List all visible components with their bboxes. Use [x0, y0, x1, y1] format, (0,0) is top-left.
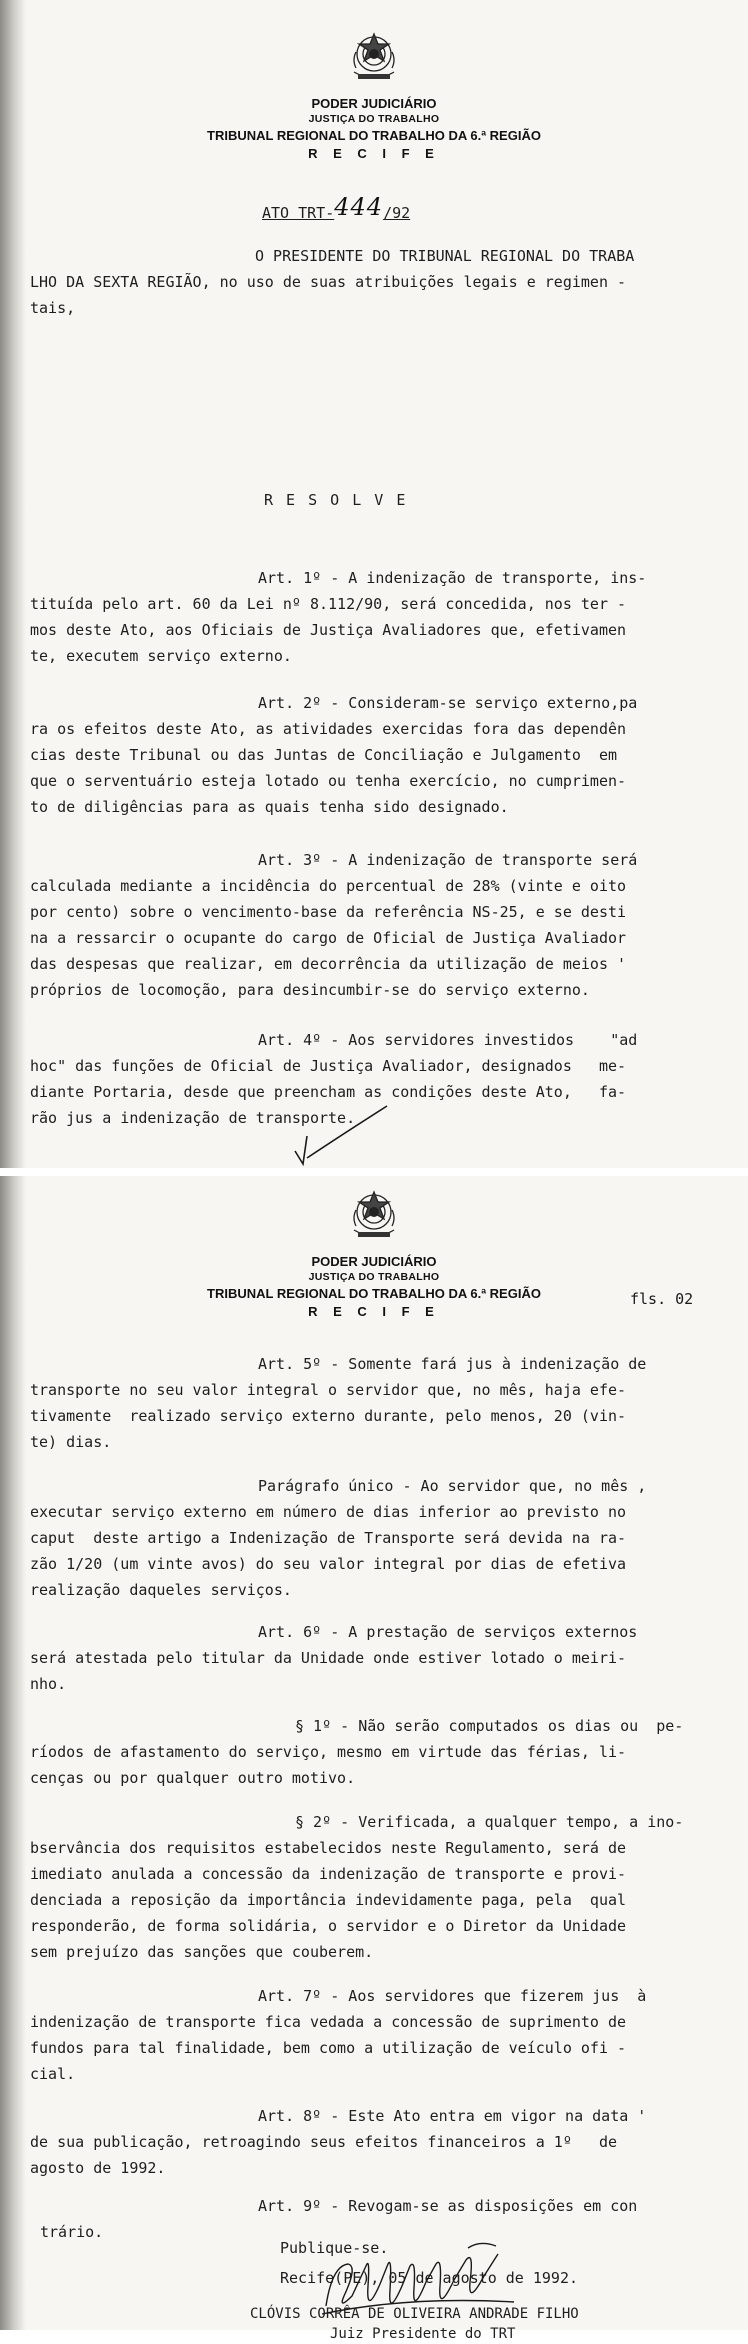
header-poder: PODER JUDICIÁRIO	[311, 96, 437, 111]
place-date: Recife(PE), 05 de agosto de 1992.	[280, 2269, 579, 2287]
resolve-heading: R E S O L V E	[264, 491, 408, 509]
text-line: próprios de locomoção, para desincumbir-se do serviço externo.	[30, 981, 590, 999]
text-line: fundos para tal finalidade, bem como a utilização de veículo ofi -	[30, 2039, 627, 2057]
coat-of-arms-icon	[344, 30, 404, 86]
text-line: tituída pelo art. 60 da Lei nº 8.112/90, será concedida, nos ter -	[30, 595, 627, 613]
text-line: Art. 9º - Revogam-se as disposições em con	[258, 2197, 638, 2215]
text-line: que o serventuário esteja lotado ou tenha exercício, no cumprimen-	[30, 772, 627, 790]
text-line: das despesas que realizar, em decorrência da utilização de meios '	[30, 955, 627, 973]
text-line: cias deste Tribunal ou das Juntas de Conciliação e Julgamento em	[30, 746, 617, 764]
text-line: zão 1/20 (um vinte avos) do seu valor integral por dias de efetiva	[30, 1555, 627, 1573]
text-line: mos deste Ato, aos Oficiais de Justiça Avaliadores que, efetivamen	[30, 621, 627, 639]
header-poder: PODER JUDICIÁRIO	[311, 1254, 437, 1269]
scan-edge-shadow	[0, 0, 26, 1168]
text-line: agosto de 1992.	[30, 2159, 166, 2177]
text-line: tivamente realizado serviço externo durante, pelo menos, 20 (vin-	[30, 1407, 627, 1425]
text-line: trário.	[40, 2223, 104, 2241]
text-line: to de diligências para as quais tenha sido designado.	[30, 798, 509, 816]
header-justica: JUSTIÇA DO TRABALHO	[308, 1271, 440, 1283]
text-line: nho.	[30, 1675, 67, 1693]
text-line: diante Portaria, desde que preencham as condições deste Ato, fa-	[30, 1083, 627, 1101]
text-line: será atestada pelo titular da Unidade onde estiver lotado o meiri-	[30, 1649, 627, 1667]
text-line: de sua publicação, retroagindo seus efeitos financeiros a 1º de	[30, 2133, 617, 2151]
header-tribunal: TRIBUNAL REGIONAL DO TRABALHO DA 6.ª REGIÃO	[207, 1286, 541, 1301]
text-line: rão jus a indenização de transporte.	[30, 1109, 356, 1127]
text-line: § 2º - Verificada, a qualquer tempo, a ino-	[295, 1813, 684, 1831]
text-line: executar serviço externo em número de dias inferior ao previsto no	[30, 1503, 627, 1521]
text-line: hoc" das funções de Oficial de Justiça Avaliador, designados me-	[30, 1057, 627, 1075]
text-line: transporte no seu valor integral o servidor que, no mês, haja efe-	[30, 1381, 627, 1399]
header-tribunal: TRIBUNAL REGIONAL DO TRABALHO DA 6.ª REGIÃO	[207, 128, 541, 143]
page-gap	[0, 1168, 748, 1176]
coat-of-arms-icon	[344, 1188, 404, 1244]
page-1	[0, 0, 748, 1168]
text-line: responderão, de forma solidária, o servidor e o Diretor da Unidade	[30, 1917, 627, 1935]
text-line: Art. 1º - A indenização de transporte, ins-	[258, 569, 647, 587]
header-cidade: R E C I F E	[308, 1304, 440, 1319]
text-line: na a ressarcir o ocupante do cargo de Oficial de Justiça Avaliador	[30, 929, 627, 947]
text-line: § 1º - Não serão computados os dias ou pe-	[295, 1717, 684, 1735]
text-line: indenização de transporte fica vedada a concessão de suprimento de	[30, 2013, 627, 2031]
text-line: Art. 3º - A indenização de transporte será	[258, 851, 638, 869]
scan-edge-shadow	[0, 1176, 26, 2330]
text-line: Art. 8º - Este Ato entra em vigor na data '	[258, 2107, 647, 2125]
text-line: caput deste artigo a Indenização de Transporte será devida na ra-	[30, 1529, 627, 1547]
text-line: Art. 6º - A prestação de serviços externos	[258, 1623, 638, 1641]
text-line: Parágrafo único - Ao servidor que, no mês ,	[258, 1477, 647, 1495]
text-line: Art. 7º - Aos servidores que fizerem jus à	[258, 1987, 647, 2005]
text-line: Art. 4º - Aos servidores investidos "ad	[258, 1031, 638, 1049]
signer-name: CLÓVIS CORRÊA DE OLIVEIRA ANDRADE FILHO	[250, 2306, 579, 2322]
text-line: realização daqueles serviços.	[30, 1581, 292, 1599]
signature-icon	[318, 2236, 518, 2330]
header-justica: JUSTIÇA DO TRABALHO	[308, 113, 440, 125]
text-line: ríodos de afastamento do serviço, mesmo em virtude das férias, li-	[30, 1743, 627, 1761]
text-line: calculada mediante a incidência do percentual de 28% (vinte e oito	[30, 877, 627, 895]
page-2	[0, 1176, 748, 2342]
text-line: te) dias.	[30, 1433, 112, 1451]
text-line: Art. 2º - Consideram-se serviço externo,pa	[258, 694, 638, 712]
text-line: O PRESIDENTE DO TRIBUNAL REGIONAL DO TRABA	[255, 247, 635, 265]
signer-title: Juiz Presidente do TRT	[330, 2326, 516, 2342]
text-line: cenças ou por qualquer outro motivo.	[30, 1769, 356, 1787]
text-line: tais,	[30, 299, 76, 317]
text-line: LHO DA SEXTA REGIÃO, no uso de suas atribuições legais e regimen -	[30, 273, 627, 291]
text-line: denciada a reposição da importância indevidamente paga, pela qual	[30, 1891, 627, 1909]
initials-mark-icon	[285, 1096, 395, 1166]
publique-se: Publique-se.	[280, 2239, 389, 2257]
text-line: Art. 5º - Somente fará jus à indenização de	[258, 1355, 647, 1373]
text-line: bservância dos requisitos estabelecidos neste Regulamento, será de	[30, 1839, 627, 1857]
header-cidade: R E C I F E	[308, 146, 440, 161]
text-line: sem prejuízo das sanções que couberem.	[30, 1943, 374, 1961]
text-line: te, executem serviço externo.	[30, 647, 292, 665]
folio-number: fls. 02	[630, 1290, 694, 1308]
text-line: por cento) sobre o vencimento-base da referência NS-25, e se desti	[30, 903, 627, 921]
text-line: imediato anulada a concessão da indenização de transporte e provi-	[30, 1865, 627, 1883]
ato-number: ATO TRT-444/92	[262, 193, 411, 222]
text-line: cial.	[30, 2065, 76, 2083]
text-line: ra os efeitos deste Ato, as atividades exercidas fora das dependên	[30, 720, 627, 738]
